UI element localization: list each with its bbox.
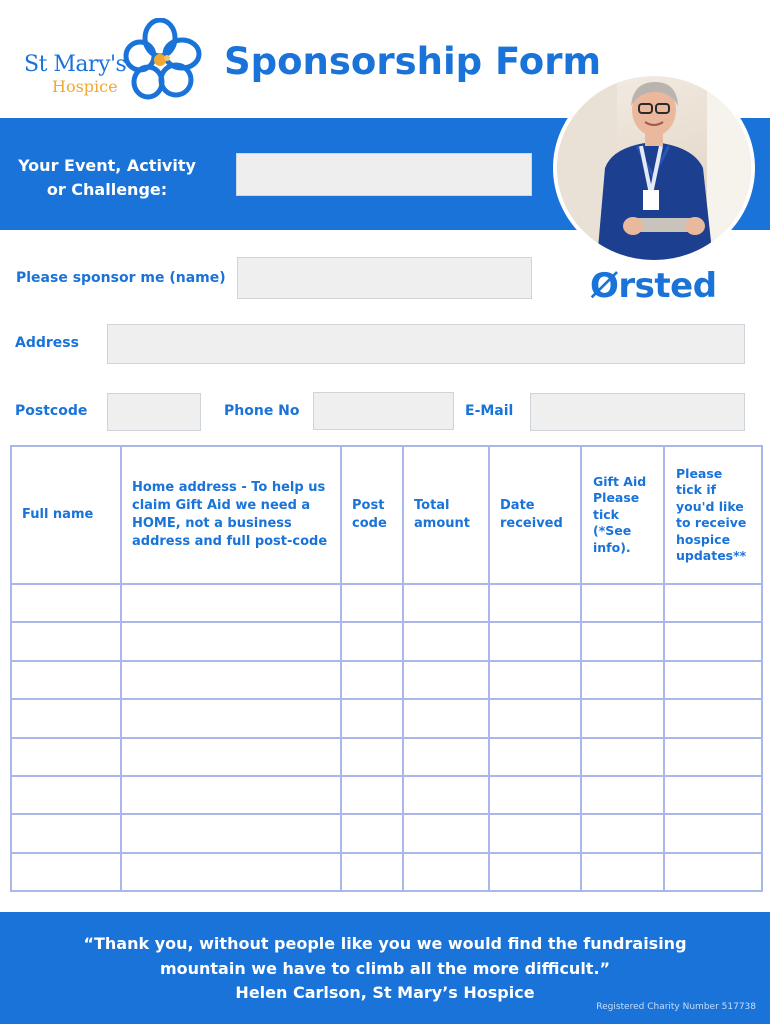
table-row xyxy=(11,814,762,852)
table-cell[interactable] xyxy=(489,853,581,891)
event-input[interactable] xyxy=(236,153,532,196)
table-cell[interactable] xyxy=(121,699,341,737)
charity-number: Registered Charity Number 517738 xyxy=(596,1002,756,1012)
col-home-address: Home address - To help us claim Gift Aid we need a HOME, not a business address and full post-code xyxy=(121,446,341,584)
staff-photo xyxy=(553,72,755,264)
table-cell[interactable] xyxy=(341,738,403,776)
table-cell[interactable] xyxy=(664,776,762,814)
phone-input[interactable] xyxy=(313,392,454,430)
table-cell[interactable] xyxy=(581,699,664,737)
table-cell[interactable] xyxy=(341,622,403,660)
col-post-code: Post code xyxy=(341,446,403,584)
table-row xyxy=(11,853,762,891)
table-cell[interactable] xyxy=(664,622,762,660)
event-label: Your Event, Activity or Challenge: xyxy=(18,156,196,199)
table-cell[interactable] xyxy=(581,738,664,776)
table-cell[interactable] xyxy=(581,853,664,891)
table-cell[interactable] xyxy=(664,699,762,737)
table-cell[interactable] xyxy=(11,814,121,852)
table-cell[interactable] xyxy=(403,853,489,891)
table-row xyxy=(11,699,762,737)
sponsor-table xyxy=(10,445,763,892)
col-gift-aid: Gift Aid Please tick (*See info). xyxy=(581,446,664,584)
orsted-logo: Ørsted xyxy=(590,266,717,306)
table-header-row xyxy=(11,446,762,584)
table-cell[interactable] xyxy=(489,814,581,852)
table-cell[interactable] xyxy=(403,776,489,814)
table-cell[interactable] xyxy=(341,661,403,699)
table-cell[interactable] xyxy=(11,584,121,622)
table-cell[interactable] xyxy=(121,853,341,891)
email-label: E-Mail xyxy=(465,403,514,419)
table-cell[interactable] xyxy=(664,814,762,852)
table-cell[interactable] xyxy=(664,584,762,622)
table-row xyxy=(11,776,762,814)
table-cell[interactable] xyxy=(403,584,489,622)
staff-photo-icon xyxy=(557,76,751,260)
table-row xyxy=(11,738,762,776)
table-cell[interactable] xyxy=(664,853,762,891)
col-total-amount: Total amount xyxy=(403,446,489,584)
address-label: Address xyxy=(15,335,79,351)
sponsor-name-input[interactable] xyxy=(237,257,532,299)
table-cell[interactable] xyxy=(121,738,341,776)
table-cell[interactable] xyxy=(581,776,664,814)
logo-name: St Mary's xyxy=(24,52,127,77)
footer-quote: “Thank you, without people like you we would find the fundraising mountain we have to climb all the more difficult.” Helen Carlson, St Mary’s Hospice xyxy=(40,932,730,1006)
table-cell[interactable] xyxy=(341,853,403,891)
table-cell[interactable] xyxy=(121,814,341,852)
table-cell[interactable] xyxy=(121,661,341,699)
table-cell[interactable] xyxy=(489,776,581,814)
table-cell[interactable] xyxy=(341,699,403,737)
col-date-received: Date received xyxy=(489,446,581,584)
table-cell[interactable] xyxy=(341,814,403,852)
table-cell[interactable] xyxy=(489,661,581,699)
table-row xyxy=(11,584,762,622)
table-cell[interactable] xyxy=(403,661,489,699)
table-cell[interactable] xyxy=(489,584,581,622)
table-cell[interactable] xyxy=(581,661,664,699)
sponsor-name-label: Please sponsor me (name) xyxy=(16,270,226,286)
table-cell[interactable] xyxy=(341,584,403,622)
table-cell[interactable] xyxy=(121,622,341,660)
table-cell[interactable] xyxy=(11,853,121,891)
table-row xyxy=(11,661,762,699)
table-row xyxy=(11,622,762,660)
table-cell[interactable] xyxy=(664,661,762,699)
table-body xyxy=(11,584,762,891)
table-cell[interactable] xyxy=(581,622,664,660)
email-input[interactable] xyxy=(530,393,745,431)
table-cell[interactable] xyxy=(403,699,489,737)
table-cell[interactable] xyxy=(11,661,121,699)
table-cell[interactable] xyxy=(489,622,581,660)
table-cell[interactable] xyxy=(11,622,121,660)
table-cell[interactable] xyxy=(11,776,121,814)
table-cell[interactable] xyxy=(121,584,341,622)
table-cell[interactable] xyxy=(489,738,581,776)
table-cell[interactable] xyxy=(403,814,489,852)
table-cell[interactable] xyxy=(489,699,581,737)
table-cell[interactable] xyxy=(581,814,664,852)
quote-attribution: Helen Carlson, St Mary’s Hospice xyxy=(235,983,535,1002)
col-full-name: Full name xyxy=(11,446,121,584)
page-title: Sponsorship Form xyxy=(224,40,601,83)
table-cell[interactable] xyxy=(121,776,341,814)
postcode-label: Postcode xyxy=(15,403,88,419)
address-input[interactable] xyxy=(107,324,745,364)
table-cell[interactable] xyxy=(403,622,489,660)
table-cell[interactable] xyxy=(11,738,121,776)
st-marys-hospice-logo xyxy=(20,18,205,106)
table-cell[interactable] xyxy=(341,776,403,814)
table-cell[interactable] xyxy=(581,584,664,622)
col-hospice-updates: Please tick if you'd like to receive hospice updates** xyxy=(664,446,762,584)
logo-subtitle: Hospice xyxy=(52,77,118,96)
table-cell[interactable] xyxy=(11,699,121,737)
table-cell[interactable] xyxy=(403,738,489,776)
phone-label: Phone No xyxy=(224,403,300,419)
table-cell[interactable] xyxy=(664,738,762,776)
postcode-input[interactable] xyxy=(107,393,201,431)
flower-logo-icon xyxy=(118,18,202,102)
